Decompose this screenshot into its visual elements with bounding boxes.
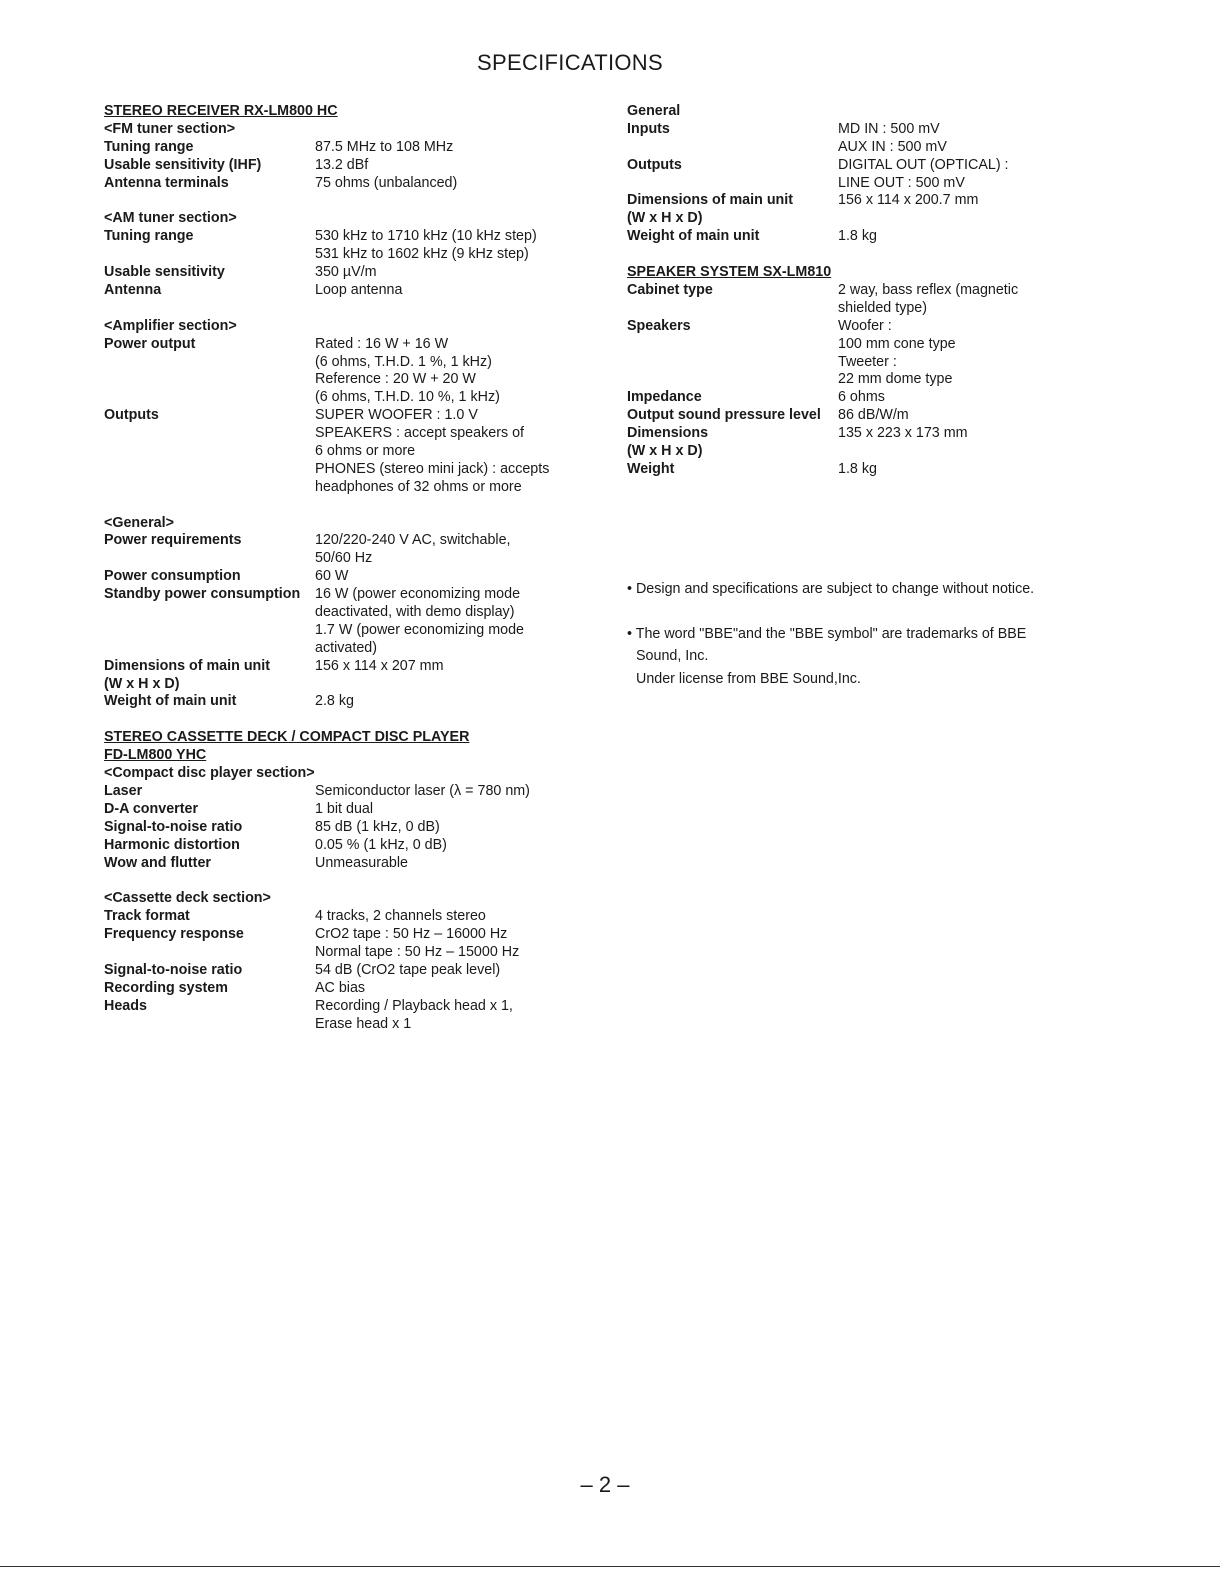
spec-value-line: CrO2 tape : 50 Hz – 16000 Hz [315,926,508,943]
spec-value [315,658,574,694]
spec-value-line: Erase head x 1 [315,1015,412,1032]
spec-label-line: Dimensions [627,425,709,442]
spec-value-line: 13.2 dBf [315,156,369,173]
spec-label [104,175,315,193]
spec-label [104,783,315,801]
spec-value-line: 22 mm dome type [838,371,953,388]
spec-value [315,819,574,837]
spec-row [627,318,1097,390]
spec-value-line: 156 x 114 x 200.7 mm [838,192,979,209]
spec-value-line: 120/220-240 V AC, switchable, [315,532,511,549]
spec-value [838,425,1097,461]
spec-value-line: 1 bit dual [315,800,374,817]
cd-section-heading: <Compact disc player section> [104,765,315,782]
spec-row [104,264,574,282]
spec-value-line: SPEAKERS : accept speakers of [315,425,524,442]
spec-value [315,693,574,711]
spec-value [315,228,574,264]
spec-row [104,998,574,1034]
spec-value [838,157,1097,193]
spec-value-line: 86 dB/W/m [838,407,909,424]
spec-label-line: Antenna terminals [104,174,229,191]
spec-label-line: Speakers [627,317,691,334]
spec-label-line: Recording system [104,979,228,996]
spec-label [627,192,838,228]
spec-value-line: SUPER WOOFER : 1.0 V [315,407,478,424]
spec-row [627,192,1097,228]
spec-row [627,228,1097,246]
spec-row [104,157,574,175]
receiver-general-spec-table [104,532,574,711]
spec-row [104,908,574,926]
spec-value-line: 54 dB (CrO2 tape peak level) [315,961,501,978]
spec-row [627,407,1097,425]
spec-value-line: Tweeter : [838,353,897,370]
spec-value [315,855,574,873]
amplifier-spec-table [104,336,574,497]
spec-value [315,264,574,282]
spec-label [104,532,315,568]
spec-value-line: activated) [315,639,377,656]
spec-row [627,389,1097,407]
spec-row [627,425,1097,461]
spec-label [104,139,315,157]
spec-label [104,998,315,1034]
fm-spec-table [104,139,574,193]
spec-label-line: Outputs [104,407,159,424]
spec-value-line: 87.5 MHz to 108 MHz [315,138,454,155]
spec-label [104,658,315,694]
receiver-general-heading: <General> [104,514,174,531]
spec-label-line: D-A converter [104,800,199,817]
spec-value-line: AUX IN : 500 mV [838,138,947,155]
spec-value [315,980,574,998]
spec-value [838,389,1097,407]
spec-label-line: Tuning range [104,228,194,245]
spec-row [104,926,574,962]
spec-value-line: LINE OUT : 500 mV [838,174,965,191]
spec-label-line: (W x H x D) [104,675,180,692]
notes [627,578,1097,690]
spec-label-line: Output sound pressure level [627,407,821,424]
spec-label [627,318,838,390]
spec-value-line: 156 x 114 x 207 mm [315,657,444,674]
spec-row [627,282,1097,318]
spec-value-line: Woofer : [838,317,892,334]
spec-label [627,407,838,425]
spec-label-line: (W x H x D) [627,210,703,227]
spec-row [104,837,574,855]
spec-label-line: (W x H x D) [627,442,703,459]
spec-label [627,389,838,407]
spec-row [104,586,574,658]
spec-row [104,532,574,568]
spec-label [104,157,315,175]
spec-value-line: 1.8 kg [838,460,877,477]
spec-value [315,926,574,962]
spec-row [104,658,574,694]
spec-label [627,425,838,461]
spec-value-line: headphones of 32 ohms or more [315,478,522,495]
spec-value-line: Recording / Playback head x 1, [315,997,513,1014]
spec-value-line: 6 ohms or more [315,442,416,459]
spec-value-line: 0.05 % (1 kHz, 0 dB) [315,836,447,853]
bottom-divider [0,1566,1220,1567]
spec-value-line: 530 kHz to 1710 kHz (10 kHz step) [315,228,537,245]
spec-row [104,139,574,157]
spec-label-line: Dimensions of main unit [104,657,271,674]
spec-value [838,121,1097,157]
spec-value [315,586,574,658]
spec-value-line: deactivated, with demo display) [315,604,515,621]
spec-label-line: Tuning range [104,138,194,155]
spec-value-line: 16 W (power economizing mode [315,586,521,603]
spec-value [315,407,574,496]
spec-value-line: Normal tape : 50 Hz – 15000 Hz [315,944,520,960]
spec-row [104,336,574,408]
spec-label-line: Track format [104,908,190,925]
spec-label [104,264,315,282]
spec-row [104,693,574,711]
amplifier-section-heading: <Amplifier section> [104,317,237,334]
spec-label-line: Power consumption [104,568,241,585]
spec-value [838,282,1097,318]
spec-label [104,926,315,962]
spec-label-line: Impedance [627,389,702,406]
am-spec-table [104,228,574,300]
spec-label [104,801,315,819]
spec-value [315,837,574,855]
spec-value [315,139,574,157]
spec-label-line: Laser [104,782,143,799]
spec-value-line: 2.8 kg [315,693,354,710]
spec-label-line: Usable sensitivity [104,264,225,281]
spec-row [104,407,574,496]
spec-value-line: Unmeasurable [315,854,408,871]
note-bbe-trademark [627,623,1097,691]
spec-label-line: Signal-to-noise ratio [104,818,243,835]
spec-value [315,998,574,1034]
spec-label-line: Weight of main unit [627,228,760,245]
spec-value-line: 100 mm cone type [838,335,956,352]
spec-value [315,175,574,193]
spec-row [104,980,574,998]
spec-label [104,837,315,855]
spec-value-line: 75 ohms (unbalanced) [315,174,458,191]
spec-value [838,407,1097,425]
spec-value-line: 2 way, bass reflex (magnetic [838,281,1019,298]
spec-value-line: MD IN : 500 mV [838,120,940,137]
spec-value-line: (6 ohms, T.H.D. 10 %, 1 kHz) [315,389,500,406]
speaker-heading: SPEAKER SYSTEM SX-LM810 [627,264,832,281]
spec-value-line: (6 ohms, T.H.D. 1 %, 1 kHz) [315,353,492,370]
spec-label [104,586,315,658]
spec-row [627,461,1097,479]
spec-label [627,282,838,318]
cd-spec-table [104,783,574,872]
receiver-heading: STEREO RECEIVER RX-LM800 HC [104,103,338,119]
spec-value [315,282,574,300]
spec-label [104,568,315,586]
spec-row [104,962,574,980]
spec-label [104,693,315,711]
spec-label-line: Standby power consumption [104,586,301,603]
spec-row [104,783,574,801]
spec-row [104,801,574,819]
spec-value-line: 50/60 Hz [315,550,373,567]
spec-label [627,121,838,157]
spec-label [627,228,838,246]
spec-value-line: 85 dB (1 kHz, 0 dB) [315,818,440,835]
spec-label-line: Outputs [627,156,682,173]
cassette-section-heading: <Cassette deck section> [104,890,271,907]
spec-label-line: Heads [104,997,147,1014]
spec-label-line: Inputs [627,120,670,137]
spec-value [315,157,574,175]
spec-value-line: 135 x 223 x 173 mm [838,425,968,442]
note-line: • The word "BBE"and the "BBE symbol" are trademarks of BBE [627,625,1027,642]
spec-label [104,819,315,837]
spec-value-line: Reference : 20 W + 20 W [315,371,476,388]
spec-label [104,962,315,980]
spec-value [838,228,1097,246]
spec-value [838,192,1097,228]
spec-label-line: Power requirements [104,532,242,549]
spec-value-line: 60 W [315,568,349,585]
spec-value-line: PHONES (stereo mini jack) : accepts [315,460,550,477]
spec-value-line: Loop antenna [315,281,403,298]
spec-row [104,282,574,300]
spec-value-line: 531 kHz to 1602 kHz (9 kHz step) [315,246,529,263]
spec-row [627,121,1097,157]
spec-label [627,461,838,479]
spec-value [315,532,574,568]
spec-label-line: Signal-to-noise ratio [104,961,243,978]
spec-value [315,962,574,980]
spec-value [838,318,1097,390]
spec-value-line: Rated : 16 W + 16 W [315,335,449,352]
page-title: SPECIFICATIONS [477,50,663,75]
spec-value-line: DIGITAL OUT (OPTICAL) : [838,156,1009,173]
spec-label [104,336,315,408]
spec-label-line: Wow and flutter [104,854,211,871]
deck-model-heading: FD-LM800 YHC [104,747,207,764]
spec-label-line: Dimensions of main unit [627,192,794,209]
spec-value [838,461,1097,479]
spec-label-line: Antenna [104,281,162,298]
spec-value-line: 1.8 kg [838,228,877,245]
speaker-spec-table [627,282,1097,479]
fm-section-heading: <FM tuner section> [104,120,236,137]
spec-row [104,228,574,264]
spec-value [315,336,574,408]
spec-value-line: 4 tracks, 2 channels stereo [315,908,486,925]
spec-value-line: 1.7 W (power economizing mode [315,621,524,638]
spec-value [315,908,574,926]
spec-row [627,157,1097,193]
spec-value [315,783,574,801]
spec-value [315,568,574,586]
am-section-heading: <AM tuner section> [104,210,237,227]
spec-label-line: Weight of main unit [104,693,237,710]
spec-label [627,157,838,193]
spec-value-line: 6 ohms [838,389,885,406]
spec-label [104,407,315,496]
note-line: Under license from BBE Sound,Inc. [636,670,861,687]
spec-value [315,801,574,819]
spec-value-line: 350 µV/m [315,264,377,281]
deck-general-spec-table [627,121,1097,246]
spec-label-line: Frequency response [104,926,244,943]
deck-heading: STEREO CASSETTE DECK / COMPACT DISC PLAYER [104,729,470,746]
cassette-spec-table [104,908,574,1033]
spec-value-line: AC bias [315,979,366,996]
spec-label-line: Usable sensitivity (IHF) [104,156,262,173]
spec-label [104,282,315,300]
right-column [627,103,1097,479]
note-line: Sound, Inc. [636,648,709,664]
spec-label-line: Power output [104,335,196,352]
spec-row [104,819,574,837]
spec-label-line: Harmonic distortion [104,836,240,853]
deck-general-heading: General [627,103,681,119]
page-number: – 2 – [580,1472,630,1497]
spec-row [104,175,574,193]
spec-label-line: Weight [627,460,675,477]
note-specifications-change: • Design and specifications are subject to change without notice. [627,581,1035,597]
spec-value-line: Semiconductor laser (λ = 780 nm) [315,782,530,799]
spec-label [104,980,315,998]
spec-label-line: Cabinet type [627,281,713,298]
spec-label [104,228,315,264]
spec-label [104,855,315,873]
spec-label [104,908,315,926]
spec-value-line: shielded type) [838,299,928,316]
spec-row [104,568,574,586]
left-column [104,103,574,1033]
spec-row [104,855,574,873]
